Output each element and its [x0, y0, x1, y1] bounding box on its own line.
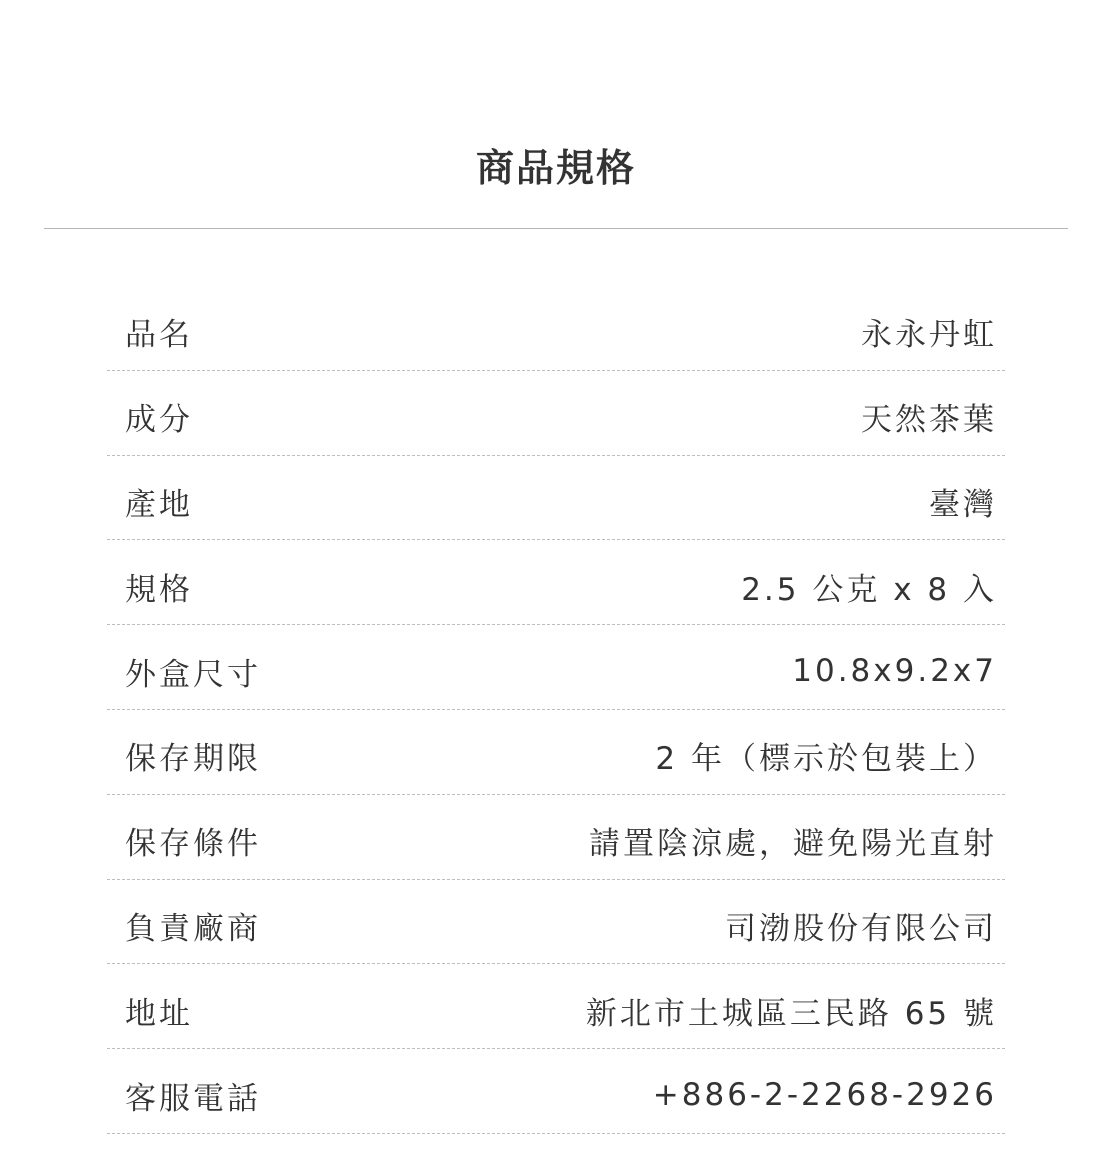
spec-label: 外盒尺寸	[125, 656, 261, 693]
spec-row-phone	[107, 1049, 1005, 1134]
spec-value: 永永丹虹	[861, 317, 997, 354]
spec-value: 2.5 公克 x 8 入	[741, 571, 997, 608]
spec-row-ingredients	[107, 371, 1005, 456]
spec-row-address	[107, 964, 1005, 1049]
spec-row-shelf-life	[107, 710, 1005, 795]
spec-row-product-name	[107, 286, 1005, 371]
spec-label: 成分	[125, 402, 193, 439]
spec-label: 客服電話	[125, 1080, 261, 1117]
spec-row-manufacturer	[107, 880, 1005, 965]
spec-value: +886-2-2268-2926	[652, 1077, 997, 1114]
spec-value: 2 年（標示於包裝上）	[655, 741, 997, 778]
spec-label: 地址	[125, 995, 193, 1032]
spec-value: 天然茶葉	[861, 402, 997, 439]
spec-row-box-size	[107, 625, 1005, 710]
spec-value: 司渤股份有限公司	[725, 910, 997, 947]
spec-label: 品名	[125, 317, 193, 354]
spec-label: 負責廠商	[125, 910, 261, 947]
title-divider	[44, 228, 1068, 229]
spec-value: 請置陰涼處，避免陽光直射	[589, 826, 997, 863]
spec-label: 保存期限	[125, 741, 261, 778]
spec-label: 規格	[125, 571, 193, 608]
spec-value: 10.8x9.2x7	[792, 653, 997, 690]
spec-value: 臺灣	[929, 486, 997, 523]
spec-row-storage	[107, 795, 1005, 880]
spec-label: 產地	[125, 486, 193, 523]
spec-label: 保存條件	[125, 826, 261, 863]
spec-row-specification	[107, 540, 1005, 625]
spec-list	[107, 286, 1005, 1134]
spec-value: 新北市土城區三民路 65 號	[585, 995, 997, 1032]
spec-row-origin	[107, 456, 1005, 541]
page-title: 商品規格	[475, 146, 636, 190]
